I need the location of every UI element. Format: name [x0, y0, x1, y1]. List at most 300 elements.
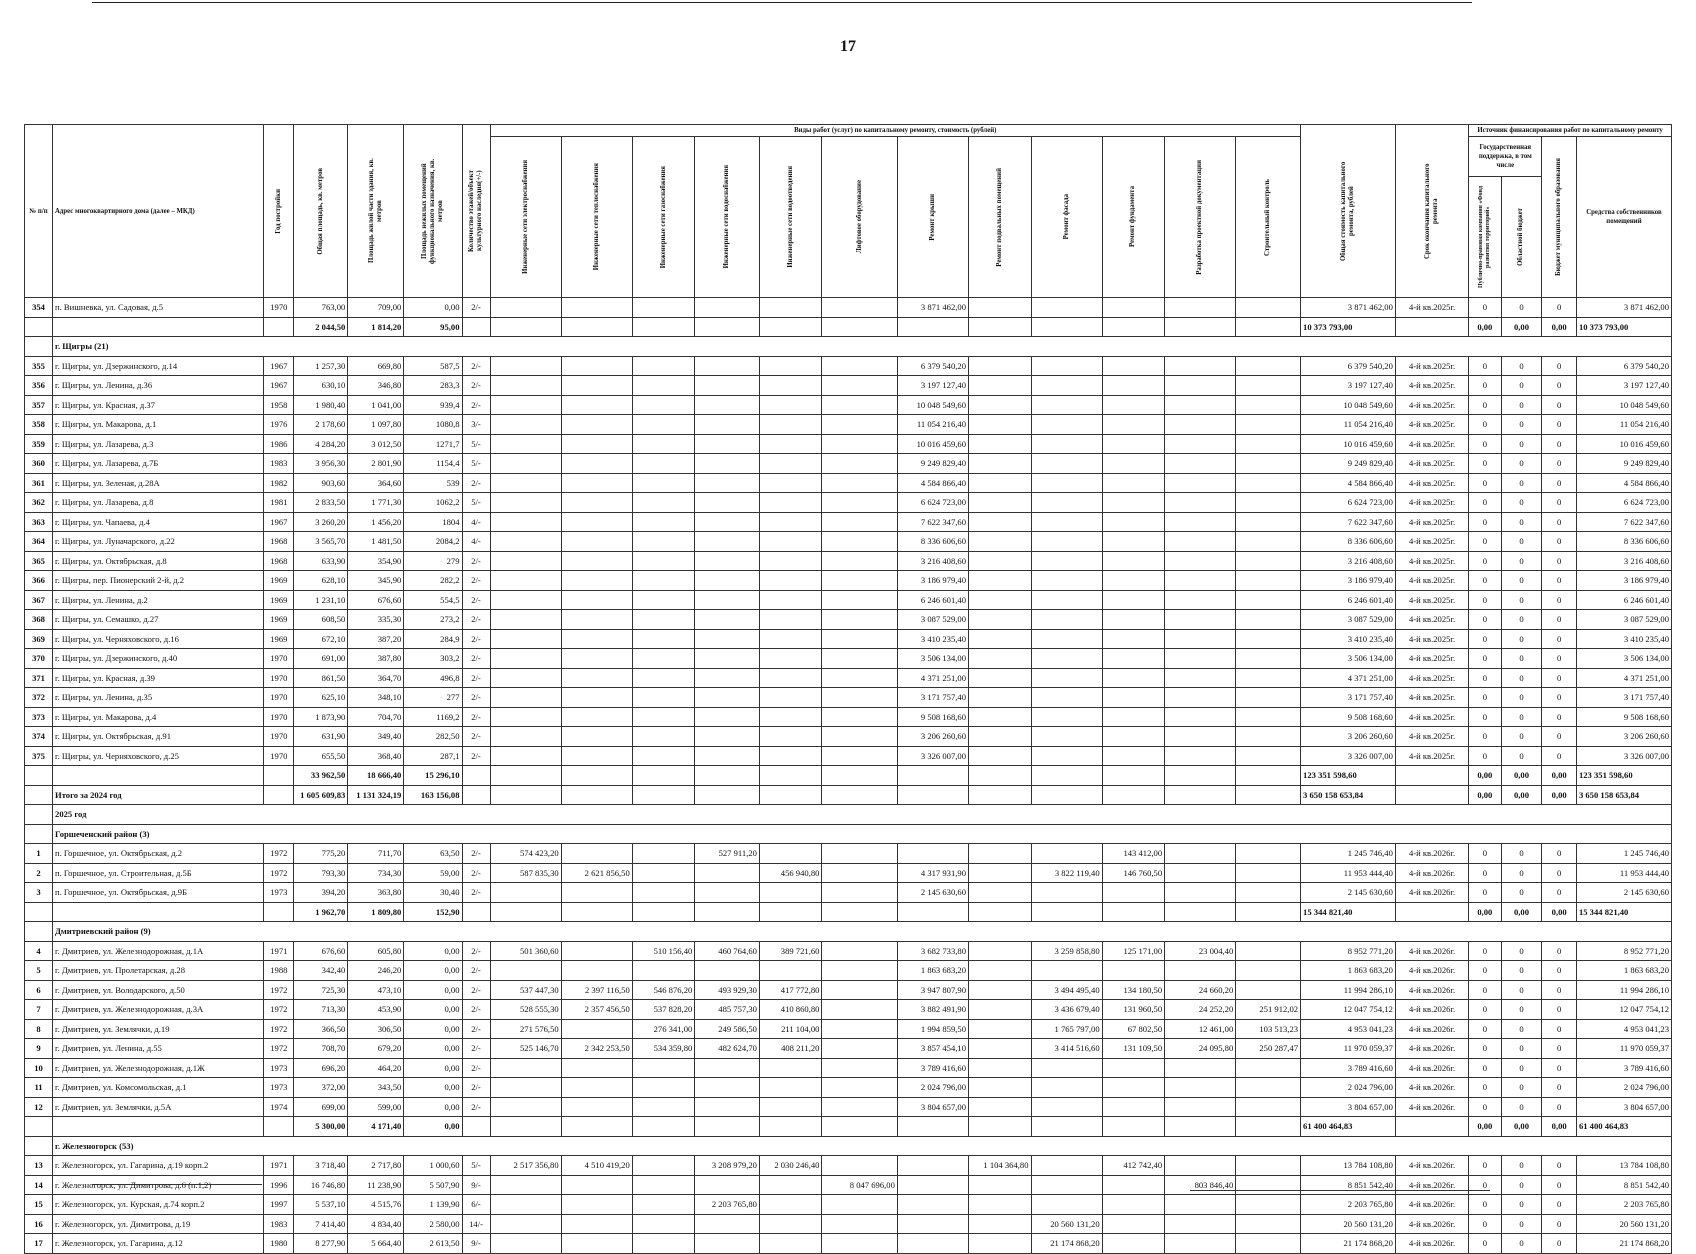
cell-work [969, 1000, 1032, 1020]
cell-work: 408 211,20 [759, 1039, 822, 1059]
cell-work [969, 512, 1032, 532]
subtotal-total-area: 2 044,50 [294, 317, 348, 337]
cell-owners: 13 784 108,80 [1576, 1156, 1671, 1176]
cell-work [1102, 395, 1165, 415]
cell-work [1102, 551, 1165, 571]
cell-living-area: 734,30 [348, 863, 404, 883]
cell-work: 4 371 251,00 [897, 668, 968, 688]
cell-work: 3 410 235,40 [897, 629, 968, 649]
cell-work [632, 883, 695, 903]
cell-regional: 0 [1501, 1019, 1542, 1039]
cell-floors: 2/- [462, 298, 490, 318]
cell-total-cost: 3 506 134,00 [1301, 649, 1396, 669]
subtotal-row [25, 785, 1672, 805]
cell-owners: 12 047 754,12 [1576, 1000, 1671, 1020]
cell-work [969, 1078, 1032, 1098]
group-label: 2025 год [53, 805, 1672, 825]
cell-floors: 2/- [462, 649, 490, 669]
cell-num: 375 [25, 746, 53, 766]
cell-work [490, 415, 561, 435]
cell-work: 8 336 606,60 [897, 532, 968, 552]
cell-work [759, 746, 822, 766]
cell-work [490, 629, 561, 649]
cell-year: 1971 [264, 1156, 294, 1176]
cell-work [1102, 902, 1165, 922]
cell-work [759, 1195, 822, 1215]
cell-work: 534 359,80 [632, 1039, 695, 1059]
cell-total-cost: 1 863 683,20 [1301, 961, 1396, 981]
cell-owners: 3 789 416,60 [1576, 1058, 1671, 1078]
cell-work [1236, 844, 1301, 864]
cell-work [1165, 766, 1236, 786]
cell-work [969, 473, 1032, 493]
cell-work [1236, 980, 1301, 1000]
cell-work: 3 326 007,00 [897, 746, 968, 766]
cell-work [490, 688, 561, 708]
cell-work [632, 1097, 695, 1117]
cell-living-area: 704,70 [348, 707, 404, 727]
cell-work [822, 688, 897, 708]
cell-work: 3 197 127,40 [897, 376, 968, 396]
cell-work [1102, 649, 1165, 669]
cell-regional: 0 [1501, 493, 1542, 513]
cell-work [759, 298, 822, 318]
cell-work [561, 590, 632, 610]
cell-nonliving-area: 0,00 [404, 1019, 462, 1039]
cell-work [1031, 1175, 1102, 1195]
cell-work [695, 532, 760, 552]
cell-work [632, 395, 695, 415]
cell-nonliving-area: 0,00 [404, 1058, 462, 1078]
cell-fund: 0 [1469, 883, 1501, 903]
cell-work [822, 629, 897, 649]
header-deadline: Срок окончания капитального ремонта [1395, 125, 1468, 298]
cell-year [264, 785, 294, 805]
header-municipal: Бюджет муниципального образования [1542, 137, 1576, 298]
cell-work: 501 360,60 [490, 941, 561, 961]
cell-work [759, 1214, 822, 1234]
cell-work [897, 1175, 968, 1195]
cell-municipal: 0 [1542, 961, 1576, 981]
cell-work [632, 590, 695, 610]
cell-num: 1 [25, 844, 53, 864]
table-row [25, 551, 1672, 571]
cell-work [969, 668, 1032, 688]
subtotal-living-area: 1 809,80 [348, 902, 404, 922]
cell-owners: 6 624 723,00 [1576, 493, 1671, 513]
cell-work [1102, 1195, 1165, 1215]
cell-municipal: 0 [1542, 941, 1576, 961]
cell-fund: 0 [1469, 1214, 1501, 1234]
cell-work [969, 376, 1032, 396]
cell-deadline: 4-й кв.2026г. [1395, 961, 1468, 981]
subtotal-fund: 0,00 [1469, 766, 1501, 786]
cell-work [1165, 1195, 1236, 1215]
cell-work [822, 785, 897, 805]
cell-floors: 5/- [462, 454, 490, 474]
cell-address: г. Железногорск, ул. Курская, д.74 корп.2 [53, 1195, 264, 1215]
cell-nonliving-area: 587,5 [404, 356, 462, 376]
cell-year: 1972 [264, 863, 294, 883]
cell-living-area: 364,70 [348, 668, 404, 688]
cell-work [632, 512, 695, 532]
cell-work [1102, 512, 1165, 532]
subtotal-fund: 0,00 [1469, 902, 1501, 922]
subtotal-label [53, 317, 264, 337]
cell-work [1236, 1195, 1301, 1215]
cell-floors: 9/- [462, 1175, 490, 1195]
cell-work [695, 434, 760, 454]
cell-work [561, 454, 632, 474]
cell-work [490, 785, 561, 805]
cell-work [822, 434, 897, 454]
cell-address: г. Щигры, ул. Ленина, д.2 [53, 590, 264, 610]
cell-deadline: 4-й кв.2026г. [1395, 980, 1468, 1000]
cell-total-cost: 13 784 108,80 [1301, 1156, 1396, 1176]
cell-year: 1996 [264, 1175, 294, 1195]
cell-owners: 4 371 251,00 [1576, 668, 1671, 688]
cell-work: 8 047 696,00 [822, 1175, 897, 1195]
cell-work [969, 1039, 1032, 1059]
cell-total-area: 696,20 [294, 1058, 348, 1078]
table-row [25, 883, 1672, 903]
cell-municipal: 0 [1542, 1175, 1576, 1195]
cell-work [759, 454, 822, 474]
cell-deadline [1395, 766, 1468, 786]
cell-deadline: 4-й кв.2026г. [1395, 1195, 1468, 1215]
cell-year: 1970 [264, 649, 294, 669]
cell-work [1165, 493, 1236, 513]
cell-fund: 0 [1469, 1234, 1501, 1254]
cell-address: п. Горшечное, ул. Строительная, д.5Б [53, 863, 264, 883]
cell-living-area: 669,80 [348, 356, 404, 376]
cell-work: 67 802,50 [1102, 1019, 1165, 1039]
cell-work [1165, 688, 1236, 708]
cell-regional: 0 [1501, 1214, 1542, 1234]
cell-owners: 6 379 540,20 [1576, 356, 1671, 376]
cell-deadline: 4-й кв.2025г. [1395, 571, 1468, 591]
cell-work [1165, 395, 1236, 415]
cell-work [759, 649, 822, 669]
cell-work [1102, 376, 1165, 396]
cell-work [490, 668, 561, 688]
cell-work [561, 317, 632, 337]
cell-work [969, 785, 1032, 805]
cell-regional: 0 [1501, 590, 1542, 610]
cell-nonliving-area: 939,4 [404, 395, 462, 415]
cell-work [822, 317, 897, 337]
cell-deadline: 4-й кв.2026г. [1395, 883, 1468, 903]
cell-address: г. Щигры, ул. Черняховского, д.16 [53, 629, 264, 649]
cell-municipal: 0 [1542, 512, 1576, 532]
cell-year: 1971 [264, 941, 294, 961]
cell-fund: 0 [1469, 610, 1501, 630]
table-row [25, 980, 1672, 1000]
cell-work [1031, 961, 1102, 981]
cell-work [1031, 454, 1102, 474]
cell-fund: 0 [1469, 512, 1501, 532]
table-row [25, 1234, 1672, 1254]
cell-work [490, 1078, 561, 1098]
cell-num: 12 [25, 1097, 53, 1117]
cell-work [561, 1097, 632, 1117]
cell-work [561, 1117, 632, 1137]
cell-work [1165, 356, 1236, 376]
cell-nonliving-area: 284,9 [404, 629, 462, 649]
cell-num: 364 [25, 532, 53, 552]
cell-nonliving-area: 30,40 [404, 883, 462, 903]
cell-work [1031, 1058, 1102, 1078]
cell-work [632, 1117, 695, 1137]
cell-total-cost: 10 048 549,60 [1301, 395, 1396, 415]
table-row [25, 1195, 1672, 1215]
cell-work [561, 610, 632, 630]
cell-nonliving-area: 1080,8 [404, 415, 462, 435]
cell-work [490, 766, 561, 786]
subtotal-owners: 15 344 821,40 [1576, 902, 1671, 922]
cell-regional: 0 [1501, 941, 1542, 961]
cell-num: 3 [25, 883, 53, 903]
cell-work [632, 863, 695, 883]
cell-municipal: 0 [1542, 883, 1576, 903]
cell-work [561, 766, 632, 786]
cell-num [25, 317, 53, 337]
cell-address: г. Дмитриев, ул. Комсомольская, д.1 [53, 1078, 264, 1098]
cell-work [1236, 1058, 1301, 1078]
cell-living-area: 2 801,90 [348, 454, 404, 474]
cell-regional: 0 [1501, 668, 1542, 688]
cell-regional: 0 [1501, 376, 1542, 396]
cell-total-cost: 8 336 606,60 [1301, 532, 1396, 552]
cell-floors: 2/- [462, 688, 490, 708]
cell-regional: 0 [1501, 649, 1542, 669]
cell-living-area: 711,70 [348, 844, 404, 864]
cell-municipal: 0 [1542, 649, 1576, 669]
cell-nonliving-area: 2 613,50 [404, 1234, 462, 1254]
cell-work: 389 721,60 [759, 941, 822, 961]
cell-total-area: 676,60 [294, 941, 348, 961]
cell-work [632, 1234, 695, 1254]
table-row [25, 688, 1672, 708]
cell-fund: 0 [1469, 1175, 1501, 1195]
subtotal-regional: 0,00 [1501, 785, 1542, 805]
cell-work [1236, 493, 1301, 513]
cell-regional: 0 [1501, 356, 1542, 376]
cell-work: 537 828,20 [632, 1000, 695, 1020]
table-row [25, 1039, 1672, 1059]
subtotal-nonliving-area: 95,00 [404, 317, 462, 337]
cell-work: 493 929,30 [695, 980, 760, 1000]
cell-work [759, 1058, 822, 1078]
subtotal-nonliving-area: 163 156,08 [404, 785, 462, 805]
cell-work [490, 1195, 561, 1215]
cell-living-area: 1 097,80 [348, 415, 404, 435]
cell-nonliving-area: 2084,2 [404, 532, 462, 552]
cell-work [1031, 844, 1102, 864]
cell-work [695, 590, 760, 610]
cell-deadline: 4-й кв.2026г. [1395, 1175, 1468, 1195]
cell-living-area: 709,00 [348, 298, 404, 318]
cell-work [490, 746, 561, 766]
cell-work: 456 940,80 [759, 863, 822, 883]
cell-work: 4 584 866,40 [897, 473, 968, 493]
cell-work [1236, 766, 1301, 786]
cell-deadline: 4-й кв.2026г. [1395, 1078, 1468, 1098]
cell-work [561, 688, 632, 708]
cell-work [1031, 610, 1102, 630]
cell-work [897, 766, 968, 786]
cell-work [1031, 707, 1102, 727]
cell-deadline: 4-й кв.2026г. [1395, 941, 1468, 961]
cell-work [822, 941, 897, 961]
cell-total-cost: 3 087 529,00 [1301, 610, 1396, 630]
cell-num: 373 [25, 707, 53, 727]
cell-owners: 1 245 746,40 [1576, 844, 1671, 864]
cell-deadline: 4-й кв.2025г. [1395, 551, 1468, 571]
cell-work [1102, 746, 1165, 766]
cell-owners: 3 326 007,00 [1576, 746, 1671, 766]
cell-deadline: 4-й кв.2025г. [1395, 512, 1468, 532]
cell-work [969, 532, 1032, 552]
cell-work [969, 1097, 1032, 1117]
subtotal-label: Итого за 2024 год [53, 785, 264, 805]
cell-work [632, 785, 695, 805]
cell-regional: 0 [1501, 1058, 1542, 1078]
cell-work [759, 707, 822, 727]
cell-year: 1968 [264, 532, 294, 552]
subtotal-municipal: 0,00 [1542, 785, 1576, 805]
cell-total-cost: 6 379 540,20 [1301, 356, 1396, 376]
cell-owners: 10 016 459,60 [1576, 434, 1671, 454]
cell-deadline: 4-й кв.2025г. [1395, 610, 1468, 630]
cell-address: г. Железногорск, ул. Гагарина, д.12 [53, 1234, 264, 1254]
cell-work [695, 551, 760, 571]
cell-work [822, 356, 897, 376]
cell-work [1102, 668, 1165, 688]
cell-work [1236, 629, 1301, 649]
cell-work [969, 961, 1032, 981]
cell-work [561, 1175, 632, 1195]
table-row [25, 707, 1672, 727]
cell-total-area: 3 956,30 [294, 454, 348, 474]
cell-floors: 2/- [462, 590, 490, 610]
header-regional: Областной бюджет [1501, 177, 1542, 298]
cell-work [1102, 1175, 1165, 1195]
cell-work [969, 356, 1032, 376]
cell-work [822, 746, 897, 766]
cell-deadline: 4-й кв.2025г. [1395, 746, 1468, 766]
table-row [25, 454, 1672, 474]
cell-work [969, 766, 1032, 786]
cell-work: 546 876,20 [632, 980, 695, 1000]
cell-work: 417 772,80 [759, 980, 822, 1000]
cell-work: 2 357 456,50 [561, 1000, 632, 1020]
cell-num: 17 [25, 1234, 53, 1254]
subtotal-label [53, 766, 264, 786]
cell-work: 131 109,50 [1102, 1039, 1165, 1059]
cell-work [1102, 785, 1165, 805]
cell-work [759, 376, 822, 396]
cell-work [1102, 727, 1165, 747]
cell-work: 3 208 979,20 [695, 1156, 760, 1176]
cell-municipal: 0 [1542, 1019, 1576, 1039]
cell-work [1165, 454, 1236, 474]
cell-regional: 0 [1501, 844, 1542, 864]
cell-owners: 10 048 549,60 [1576, 395, 1671, 415]
cell-work [695, 356, 760, 376]
cell-deadline: 4-й кв.2026г. [1395, 844, 1468, 864]
header-work-sewer: Инженерные сети водоотведения [759, 137, 822, 298]
cell-total-area: 631,90 [294, 727, 348, 747]
subtotal-total-area: 1 605 609,83 [294, 785, 348, 805]
cell-work [1165, 590, 1236, 610]
subtotal-municipal: 0,00 [1542, 766, 1576, 786]
cell-work [1031, 785, 1102, 805]
subtotal-row [25, 1117, 1672, 1137]
cell-work [759, 493, 822, 513]
cell-municipal: 0 [1542, 356, 1576, 376]
cell-work [1165, 785, 1236, 805]
cell-regional: 0 [1501, 1039, 1542, 1059]
cell-work [490, 727, 561, 747]
cell-num: 374 [25, 727, 53, 747]
cell-work [1031, 298, 1102, 318]
cell-nonliving-area: 1 139,90 [404, 1195, 462, 1215]
cell-owners: 11 953 444,40 [1576, 863, 1671, 883]
cell-work [632, 844, 695, 864]
cell-municipal: 0 [1542, 1039, 1576, 1059]
cell-total-cost: 3 216 408,60 [1301, 551, 1396, 571]
cell-work [1031, 356, 1102, 376]
cell-num [25, 824, 53, 844]
cell-work [1236, 454, 1301, 474]
cell-nonliving-area: 0,00 [404, 1039, 462, 1059]
cell-work [759, 785, 822, 805]
cell-total-area: 630,10 [294, 376, 348, 396]
cell-work [632, 649, 695, 669]
cell-work [561, 727, 632, 747]
cell-work [695, 493, 760, 513]
table-row [25, 668, 1672, 688]
subtotal-nonliving-area: 0,00 [404, 1117, 462, 1137]
cell-floors: 2/- [462, 356, 490, 376]
group-header-row [25, 824, 1672, 844]
cell-num: 371 [25, 668, 53, 688]
cell-work [969, 317, 1032, 337]
cell-total-area: 1 980,40 [294, 395, 348, 415]
cell-work [759, 727, 822, 747]
cell-work [490, 1117, 561, 1137]
cell-work [969, 454, 1032, 474]
cell-work [1031, 415, 1102, 435]
cell-work [490, 961, 561, 981]
cell-work [759, 590, 822, 610]
subtotal-nonliving-area: 152,90 [404, 902, 462, 922]
cell-living-area: 5 664,40 [348, 1234, 404, 1254]
cell-regional: 0 [1501, 707, 1542, 727]
cell-num [25, 785, 53, 805]
cell-total-cost: 8 952 771,20 [1301, 941, 1396, 961]
subtotal-nonliving-area: 15 296,10 [404, 766, 462, 786]
cell-num [25, 1136, 53, 1156]
cell-work [561, 883, 632, 903]
cell-living-area: 11 238,90 [348, 1175, 404, 1195]
cell-deadline: 4-й кв.2026г. [1395, 1234, 1468, 1254]
cell-work [1102, 1078, 1165, 1098]
cell-num: 363 [25, 512, 53, 532]
cell-work [632, 629, 695, 649]
cell-deadline: 4-й кв.2025г. [1395, 395, 1468, 415]
